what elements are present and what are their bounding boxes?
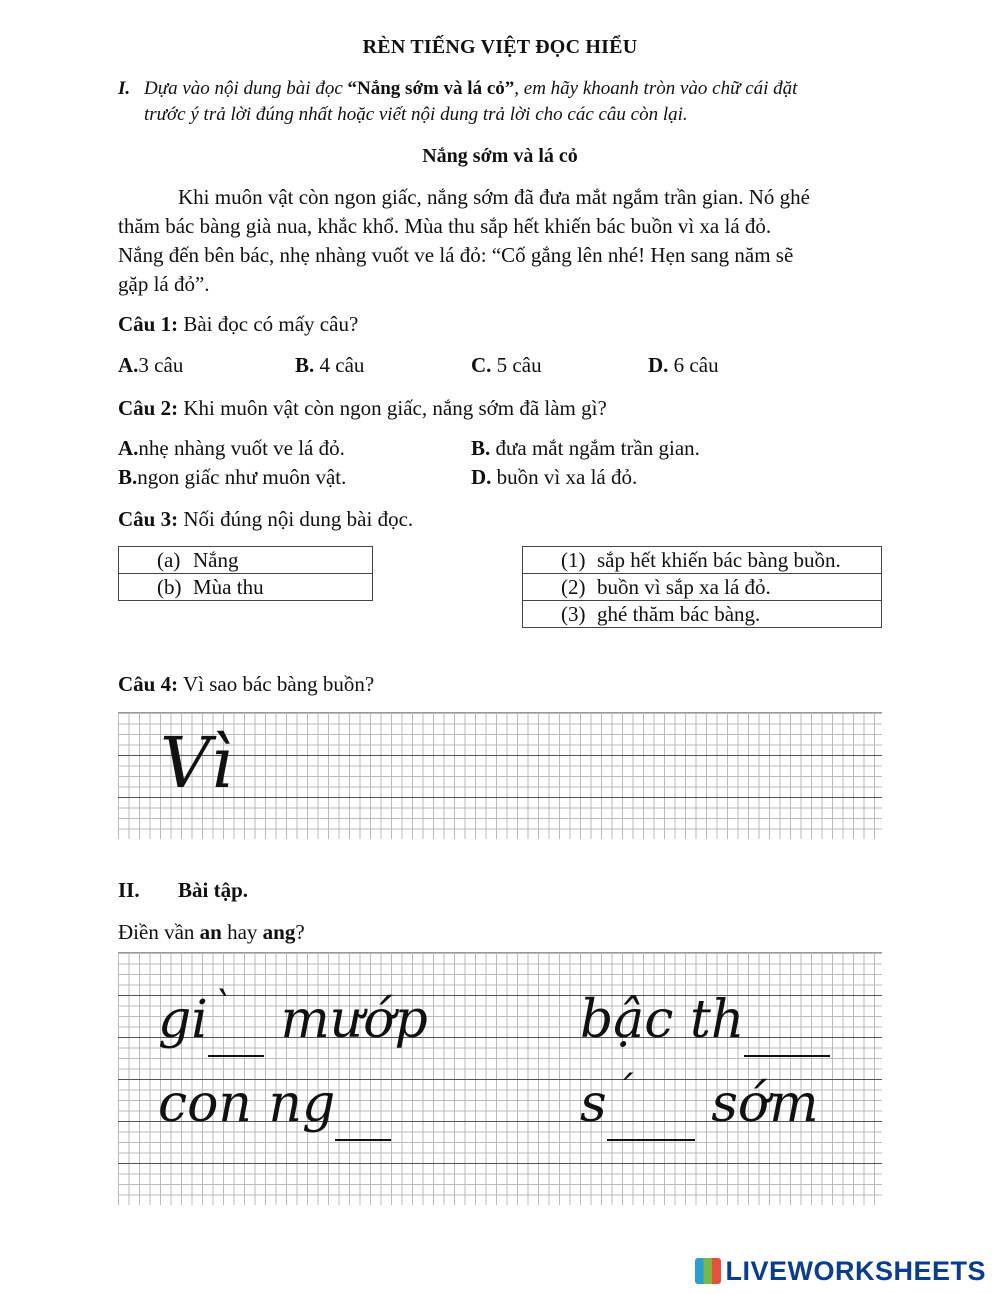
word-part: bậc th (580, 990, 745, 1050)
prompt-text: Điền vần (118, 920, 200, 944)
option-key: B. (471, 436, 491, 460)
section1-number: I. (118, 78, 131, 99)
q1-option-c[interactable] (471, 353, 542, 378)
q1-label: Câu 1: (118, 312, 179, 336)
logo-icon (695, 1258, 721, 1284)
story-line-4: gặp lá đỏ”. (118, 272, 210, 296)
match-left-b[interactable] (119, 574, 373, 601)
blank-input-1[interactable] (208, 985, 264, 1057)
match-right-2[interactable] (523, 574, 882, 601)
q1-option-b[interactable] (295, 353, 364, 378)
logo-text: LIVEWORKSHEETS (725, 1256, 986, 1286)
q1-text: Bài đọc có mấy câu? (178, 312, 359, 336)
word-1 (158, 985, 428, 1057)
option-text: đưa mắt ngắm trần gian. (490, 436, 700, 460)
blank-input-4[interactable] (607, 1069, 695, 1141)
match-text: ghé thăm bác bàng. (597, 601, 761, 626)
match-right-1[interactable] (523, 547, 882, 574)
option-text: 6 câu (668, 353, 719, 377)
liveworksheets-logo (695, 1256, 986, 1287)
tone-mark: ` (211, 985, 232, 1031)
instruction-story-name: “Nắng sớm và lá cỏ” (347, 78, 515, 99)
option-key: D. (648, 353, 669, 377)
exercise-grid (118, 952, 882, 1205)
tone-mark: ´ (612, 1069, 633, 1115)
word-part: mướp (263, 990, 428, 1050)
word-part: gi (158, 990, 208, 1050)
blank-input-2[interactable] (744, 985, 830, 1057)
option-key: D. (471, 465, 492, 489)
section2-prompt (118, 920, 305, 945)
option-text: 3 câu (138, 353, 184, 377)
q4-label: Câu 4: (118, 672, 179, 696)
match-right-table (522, 546, 882, 628)
prompt-text: ? (295, 920, 305, 944)
section2-number: II. (118, 878, 140, 902)
match-key: (2) (561, 574, 586, 599)
q4-prompt (118, 672, 374, 697)
word-3 (158, 1069, 391, 1141)
option-text: buồn vì xa lá đỏ. (491, 465, 638, 489)
prompt-text: hay (221, 920, 263, 944)
q2-label: Câu 2: (118, 396, 179, 420)
q2-option-d[interactable] (471, 465, 637, 490)
story-line-2: thăm bác bàng già nua, khắc khổ. Mùa thu sắp hết khiến bác buồn vì xa lá đỏ. (118, 214, 772, 238)
prompt-ang: ang (262, 920, 296, 944)
q3-prompt (118, 507, 413, 532)
option-key: B. (118, 465, 138, 489)
section2-title: Bài tập. (178, 878, 249, 902)
word-2 (580, 985, 830, 1057)
q4-handwriting: Vì (160, 722, 233, 804)
option-text: 4 câu (314, 353, 365, 377)
match-text: Nắng (193, 547, 239, 572)
blank-input-3[interactable] (335, 1069, 391, 1141)
q3-label: Câu 3: (118, 507, 179, 531)
story-title: Nắng sớm và lá cỏ (422, 145, 578, 167)
worksheet-title: RÈN TIẾNG VIỆT ĐỌC HIỂU (362, 36, 638, 58)
match-text: Mùa thu (193, 574, 264, 599)
instruction-text-1: Dựa vào nội dung bài đọc (144, 78, 348, 99)
match-key: (3) (561, 601, 586, 626)
word-part: con ng (158, 1074, 336, 1134)
option-key: A. (118, 436, 139, 460)
q2-text: Khi muôn vật còn ngon giấc, nắng sớm đã làm gì? (178, 396, 607, 420)
instruction-text-3: trước ý trả lời đúng nhất hoặc viết nội dung trả lời cho các câu còn lại. (144, 104, 688, 125)
story-body (118, 183, 878, 299)
q1-option-d[interactable] (648, 353, 719, 378)
option-text: 5 câu (491, 353, 542, 377)
q2-option-c[interactable] (118, 465, 346, 490)
story-line-3: Nắng đến bên bác, nhẹ nhàng vuốt ve lá đỏ: “Cố gắng lên nhé! Hẹn sang năm sẽ (118, 243, 794, 267)
q2-option-a[interactable] (118, 436, 345, 461)
q4-text: Vì sao bác bàng buồn? (178, 672, 375, 696)
match-left-a[interactable] (119, 547, 373, 574)
option-key: B. (295, 353, 315, 377)
match-key: (1) (561, 547, 586, 572)
match-right-3[interactable] (523, 601, 882, 628)
option-text: nhẹ nhàng vuốt ve lá đỏ. (138, 436, 345, 460)
section1-instruction (118, 76, 898, 128)
option-key: A. (118, 353, 139, 377)
q2-option-b[interactable] (471, 436, 700, 461)
match-text: sắp hết khiến bác bàng buồn. (597, 547, 841, 572)
section2-heading (118, 878, 248, 903)
q4-answer-grid[interactable] (118, 712, 882, 839)
word-part: sớm (694, 1074, 819, 1134)
match-key: (b) (157, 574, 182, 599)
option-key: C. (471, 353, 492, 377)
prompt-an: an (199, 920, 222, 944)
q1-option-a[interactable] (118, 353, 183, 378)
q1-prompt (118, 312, 358, 337)
match-key: (a) (157, 547, 181, 572)
story-line-1: Khi muôn vật còn ngon giấc, nắng sớm đã đưa mắt ngắm trần gian. Nó ghé (178, 185, 810, 209)
match-text: buồn vì sắp xa lá đỏ. (597, 574, 771, 599)
option-text: ngon giấc như muôn vật. (137, 465, 347, 489)
instruction-text-2: , em hãy khoanh tròn vào chữ cái đặt (514, 78, 798, 99)
word-4 (580, 1069, 819, 1141)
q2-prompt (118, 396, 607, 421)
match-left-table (118, 546, 373, 601)
word-part: s (580, 1074, 607, 1134)
q3-text: Nối đúng nội dung bài đọc. (178, 507, 414, 531)
